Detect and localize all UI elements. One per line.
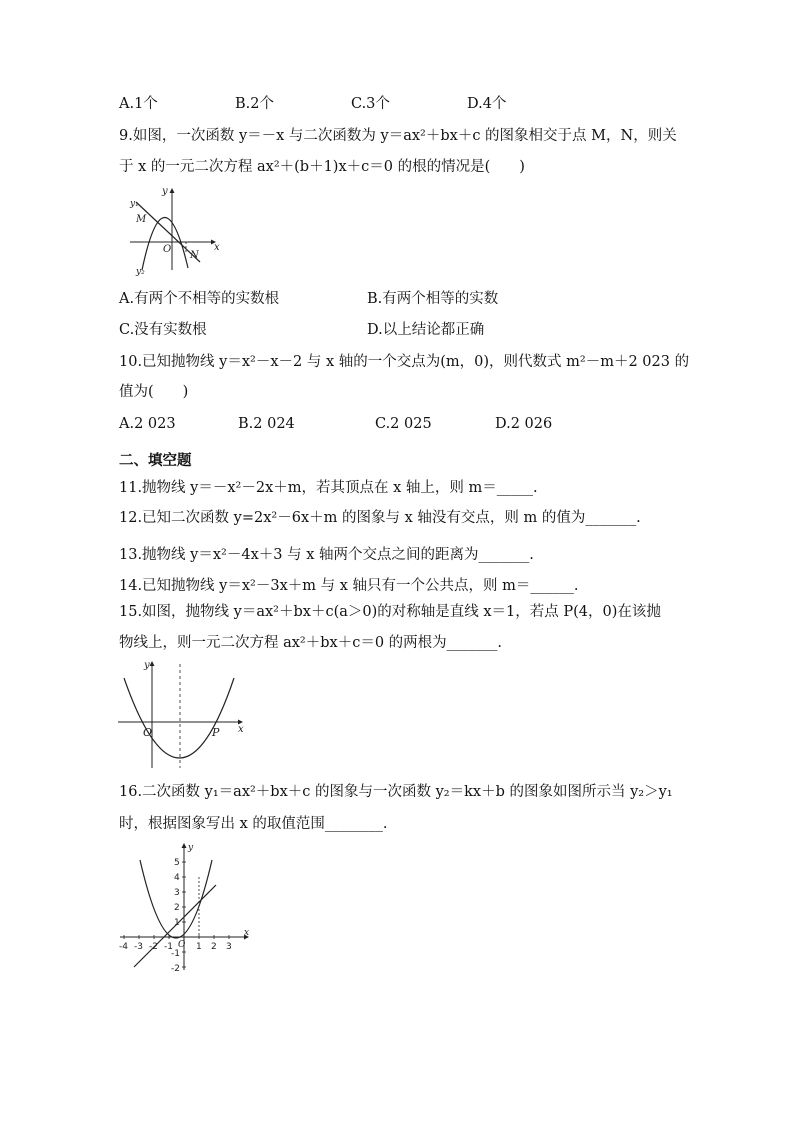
q9-fig-origin-label: O [163, 244, 172, 255]
q16-text-line1: 16.二次函数 y₁＝ax²＋bx＋c 的图象与一次函数 y₂＝kx＋b 的图象如图所示当 y₂＞y₁ [119, 784, 673, 800]
q9-fig-y1-label: y₁ [130, 199, 139, 209]
q15-fig-p-label: P [212, 726, 220, 739]
q16-ytick-neg1: -1 [171, 949, 180, 959]
q15-figure [116, 656, 250, 776]
q8-option-c[interactable]: C.3个 [351, 96, 390, 112]
q16-xtick-3: 3 [226, 942, 232, 952]
q10-option-c[interactable]: C.2 025 [375, 416, 432, 432]
q10-option-a[interactable]: A.2 023 [119, 416, 176, 432]
q10-text-line1: 10.已知抛物线 y＝x²－x－2 与 x 轴的一个交点为(m，0)，则代数式 m²－m＋2 023 的 [119, 354, 690, 370]
q9-fig-y-label: y [162, 186, 168, 197]
q16-ytick-1: 1 [174, 918, 180, 928]
q10-option-d[interactable]: D.2 026 [495, 416, 553, 432]
q16-text-line2: 时，根据图象写出 x 的取值范围________. [119, 816, 388, 832]
q8-option-a[interactable]: A.1个 [119, 96, 158, 112]
q10-option-b[interactable]: B.2 024 [238, 416, 295, 432]
q16-xtick-neg2: -2 [149, 942, 158, 952]
q16-xtick-neg1: -1 [164, 942, 173, 952]
q9-text-line1: 9.如图，一次函数 y＝－x 与二次函数为 y＝ax²＋bx＋c 的图象相交于点 M，N，则关 [119, 128, 677, 144]
q15-fig-x-label: x [238, 724, 244, 735]
q10-text-line2: 值为( ) [119, 384, 189, 400]
q16-xtick-neg3: -3 [134, 942, 143, 952]
q15-text-line2: 物线上，则一元二次方程 ax²＋bx＋c＝0 的两根为_______. [119, 635, 503, 651]
q16-fig-y-label: y [188, 843, 194, 853]
q9-option-c[interactable]: C.没有实数根 [119, 322, 207, 338]
q9-fig-n-label: N [190, 250, 199, 261]
q16-fig-x-label: x [244, 928, 250, 938]
q8-option-b[interactable]: B.2个 [235, 96, 274, 112]
q16-ytick-5: 5 [174, 858, 180, 868]
q16-figure [116, 840, 258, 978]
q12-text: 12.已知二次函数 y=2x²－6x＋m 的图象与 x 轴没有交点，则 m 的值为_______. [119, 510, 641, 526]
q9-fig-x-label: x [214, 242, 220, 253]
q16-xtick-neg4: -4 [119, 942, 128, 952]
q9-option-a[interactable]: A.有两个不相等的实数根 [119, 291, 280, 307]
q9-fig-m-label: M [136, 214, 147, 225]
q15-fig-origin-label: O [143, 726, 153, 739]
q16-xtick-2: 2 [211, 942, 217, 952]
section2-title: 二、填空题 [119, 452, 192, 469]
q16-xtick-1: 1 [196, 942, 202, 952]
q16-ytick-3: 3 [174, 888, 180, 898]
q13-text: 13.抛物线 y＝x²－4x＋3 与 x 轴两个交点之间的距离为_______. [119, 547, 534, 563]
q9-option-b[interactable]: B.有两个相等的实数 [367, 291, 499, 307]
q9-fig-y2-label: y₂ [136, 267, 145, 276]
q16-ytick-4: 4 [174, 873, 180, 883]
q14-text: 14.已知抛物线 y＝x²－3x＋m 与 x 轴只有一个公共点，则 m＝______. [119, 578, 579, 594]
q16-ytick-2: 2 [174, 903, 180, 913]
q9-figure [128, 184, 228, 280]
q15-text-line1: 15.如图，抛物线 y＝ax²＋bx＋c(a＞0)的对称轴是直线 x＝1，若点 P(4，0)在该抛 [119, 604, 661, 620]
q15-fig-y-label: y [144, 660, 150, 671]
q8-option-d[interactable]: D.4个 [467, 96, 507, 112]
q9-text-line2: 于 x 的一元二次方程 ax²＋(b＋1)x＋c＝0 的根的情况是( ) [119, 159, 525, 175]
q16-ytick-neg2: -2 [171, 964, 180, 974]
q11-text: 11.抛物线 y＝－x²－2x＋m，若其顶点在 x 轴上，则 m＝_____. [119, 480, 538, 496]
q9-option-d[interactable]: D.以上结论都正确 [367, 322, 485, 338]
q16-fig-origin-label: O [178, 940, 186, 950]
